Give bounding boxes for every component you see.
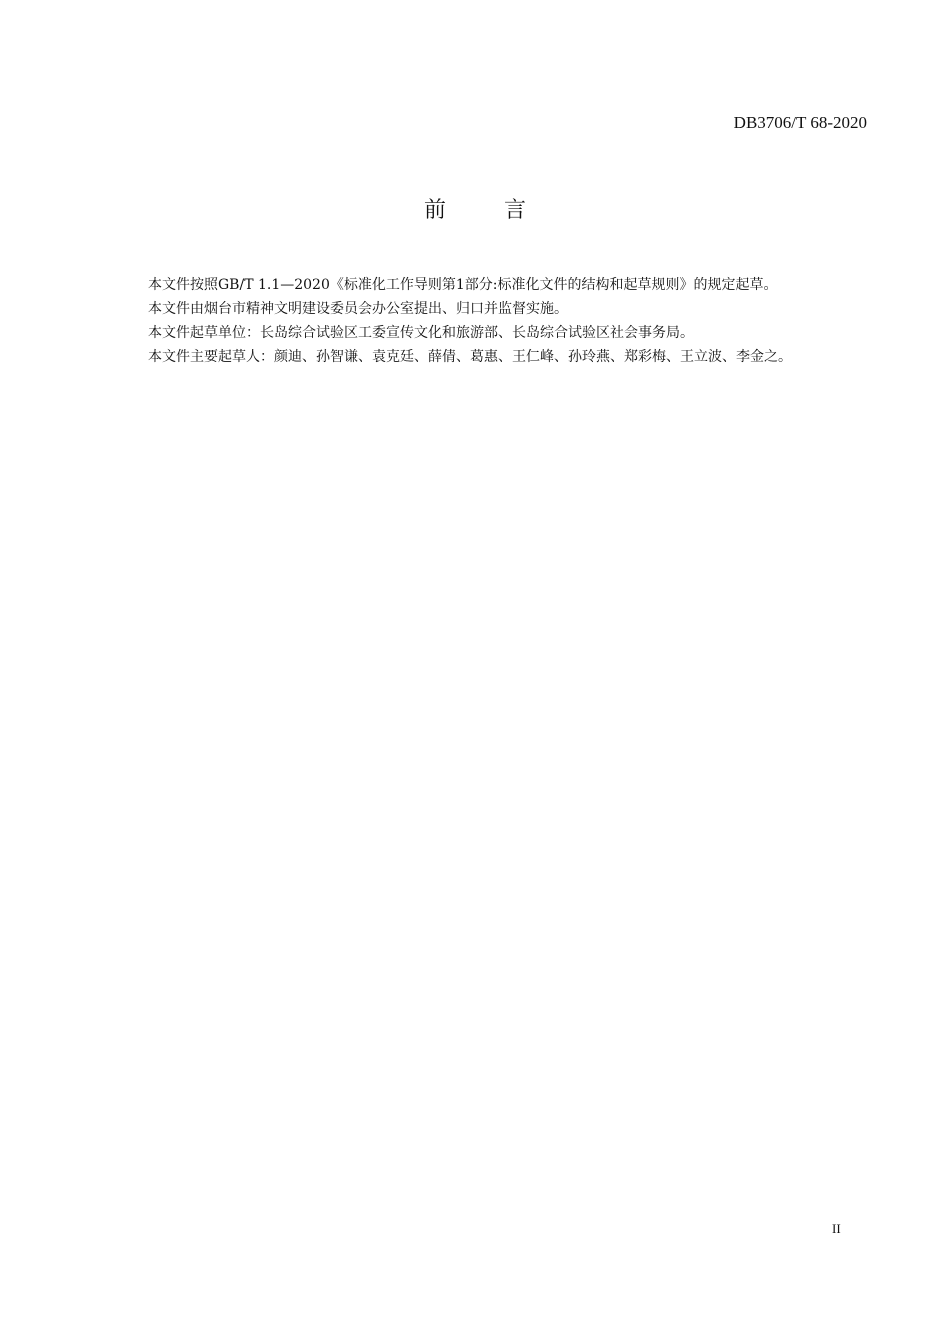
paragraph-proposer: 本文件由烟台市精神文明建设委员会办公室提出、归口并监督实施。 (148, 301, 568, 317)
foreword-body (113, 273, 853, 369)
paragraph-drafters: 本文件主要起草人：颜迪、孙智谦、袁克廷、薛倩、葛惠、王仁峰、孙玲燕、郑彩梅、王立波、李金之。 (148, 349, 792, 365)
page-number: II (832, 1221, 841, 1236)
paragraph-drafting-rules: 本文件按照GB/T 1.1—2020《标准化工作导则第1部分:标准化文件的结构和起草规则》的规定起草。 (148, 277, 778, 293)
document-number: DB3706/T 68-2020 (733, 113, 867, 132)
paragraph-drafting-units: 本文件起草单位：长岛综合试验区工委宣传文化和旅游部、长岛综合试验区社会事务局。 (148, 325, 694, 341)
section-title: 前言 (423, 198, 584, 223)
